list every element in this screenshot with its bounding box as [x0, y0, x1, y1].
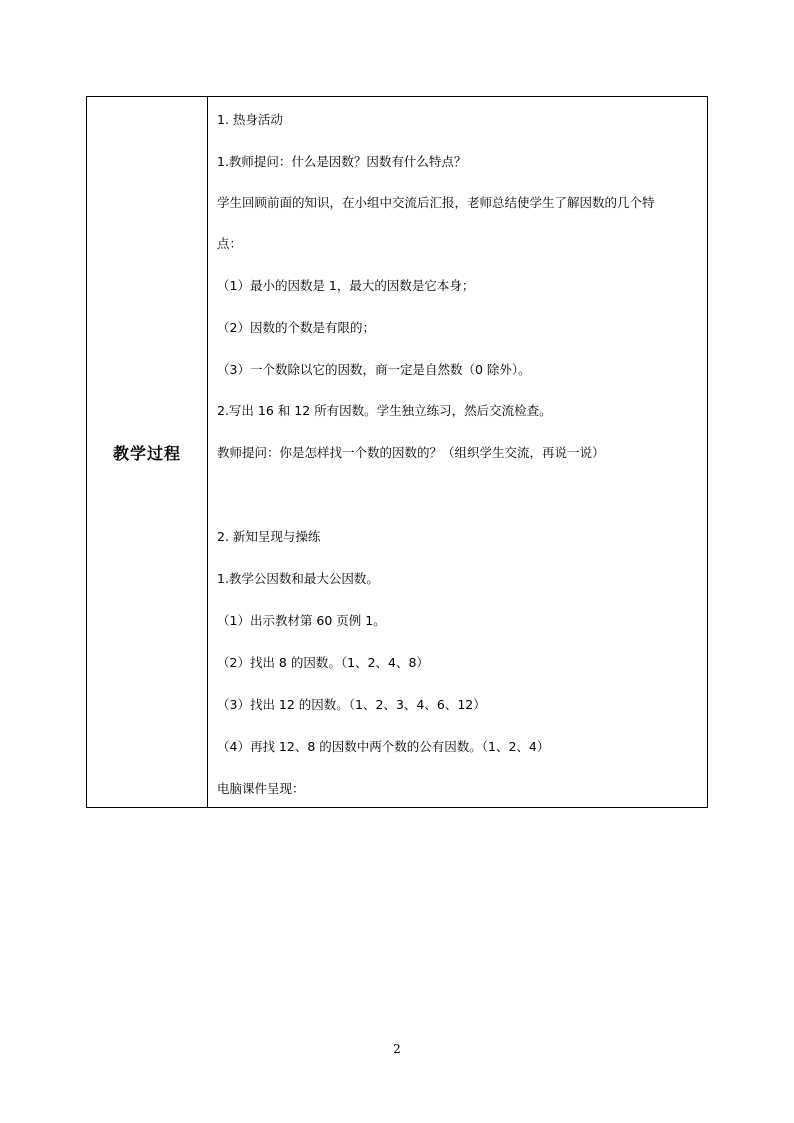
content-line: （4）再找 12、8 的因数中两个数的公有因数。（1、2、4）: [217, 739, 550, 754]
content-cell: [208, 97, 707, 807]
content-line: （2）找出 8 的因数。（1、2、4、8）: [217, 655, 429, 670]
content-line: 1.教学公因数和最大公因数。: [217, 571, 379, 586]
content-line: 2.写出 16 和 12 所有因数。学生独立练习，然后交流检查。: [217, 403, 552, 418]
section-label-cell: [87, 97, 208, 807]
lesson-table: [86, 96, 708, 808]
content-line: （1）最小的因数是 1，最大的因数是它本身；: [217, 278, 475, 293]
content-line: 1.教师提问：什么是因数？因数有什么特点？: [217, 154, 467, 169]
heading-warmup: 1. 热身活动: [217, 112, 283, 127]
content-line: 点：: [217, 236, 243, 251]
content-line: （3）找出 12 的因数。（1、2、3、4、6、12）: [217, 697, 486, 712]
page-number: 2: [393, 1042, 401, 1056]
content-line: （3）一个数除以它的因数，商一定是自然数（0 除外）。: [217, 362, 531, 377]
content-line: 教师提问：你是怎样找一个数的因数的？（组织学生交流，再说一说）: [217, 445, 605, 460]
section-label: 教学过程: [112, 443, 181, 463]
content-line: （1）出示教材第 60 页例 1。: [217, 613, 386, 628]
content-line: 电脑课件呈现：: [217, 781, 305, 796]
heading-new-knowledge: 2. 新知呈现与操练: [217, 529, 321, 544]
content-line: （2）因数的个数是有限的；: [217, 320, 375, 335]
content-line: 学生回顾前面的知识，在小组中交流后汇报，老师总结使学生了解因数的几个特: [217, 195, 655, 210]
